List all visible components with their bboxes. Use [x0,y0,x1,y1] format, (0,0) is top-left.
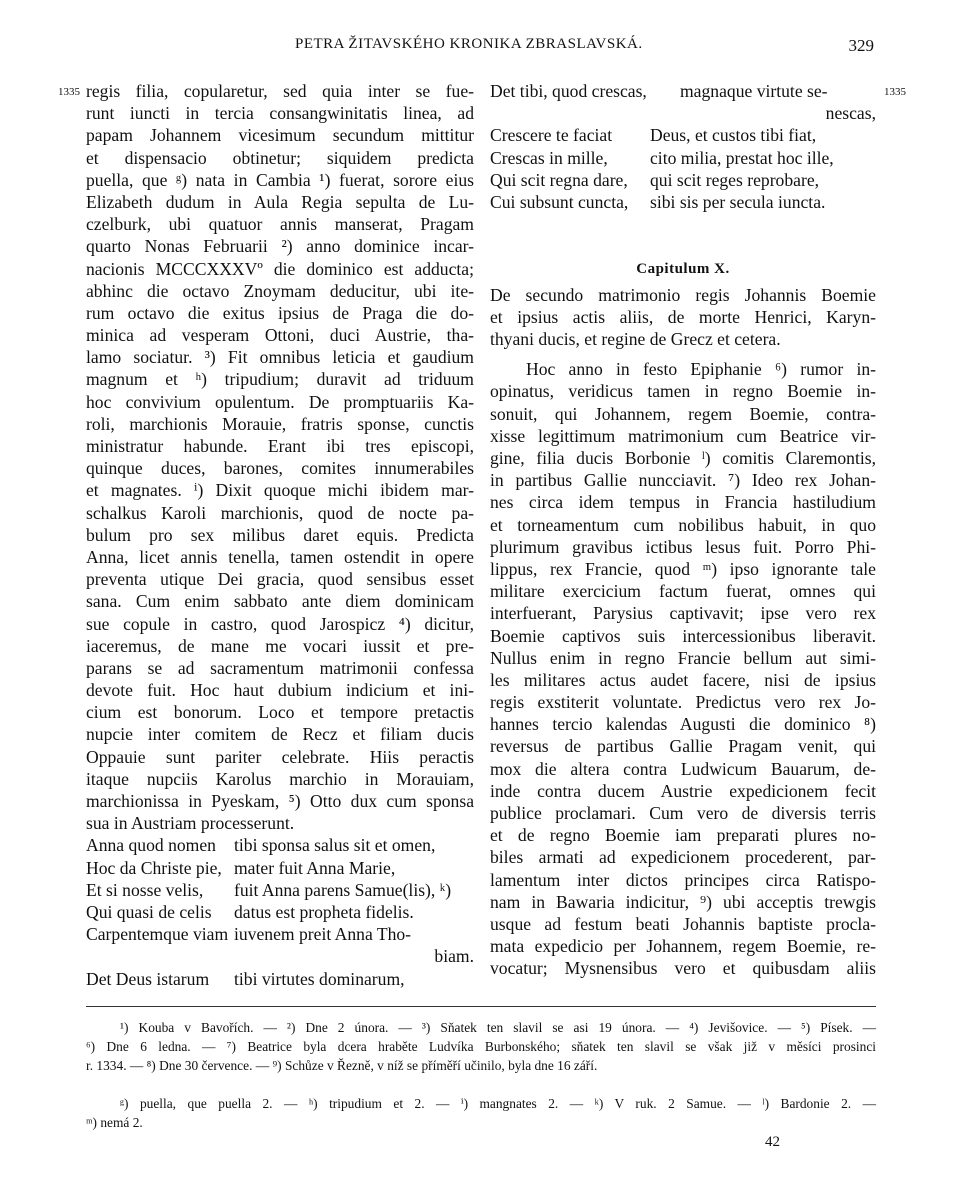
prose-line: iaceremus, de mane me vocari iussit et pre- [86,635,474,656]
verse-line [86,857,474,879]
prose-line: biles armati ad expedicionem procederent, par- [490,847,876,868]
prose-line: publice proclamari. Cum vero de diversis terris [490,803,876,823]
verse-first-half: Det Deus istarum [86,968,210,989]
prose-line: sana. Cum enim sabbato ante diem dominicam [86,591,474,612]
verse-second-half: fuit Anna parens Samue(lis), ᵏ) [234,879,452,900]
verse-second-half: qui scit reges reprobare, [650,169,820,190]
verse-first-half: Et si nosse velis, [86,879,204,900]
verse-second-half: tibi virtutes dominarum, [234,968,405,989]
prose-line: ministratur habunde. Erant ibi tres episcopi, [86,436,474,456]
verse-line [86,901,474,923]
prose-line: minica ad vesperam Ottoni, duci Austrie, tha- [86,325,474,346]
prose-line: plurimum gravibus ictibus lesus fuit. Porro Phi- [490,536,876,557]
prose-line: hannes tercio kalendas Augusti die dominico ⁸) [490,714,876,735]
prose-line: Oppauie sunt pariter celebrate. Hiis peractis [86,746,474,767]
prose-line: puella, que ᵍ) nata in Cambia ¹) fuerat, sorore eius [86,169,474,190]
verse-second-half: mater fuit Anna Marie, [234,857,396,878]
verse-second-half: iuvenem preit Anna Tho- [234,924,412,945]
prose-line: militare exercicium factum fuerat, omnes qui [490,581,876,602]
footnote-line: ⁶) Dne 6 ledna. — ⁷) Beatrice byla dcera hraběte Ludvíka Burbonského; sňatek ten slavil se však již v měsíci prosinci [86,1039,876,1054]
right-column [490,80,876,980]
prose-line: devote fuit. Hoc haut dubium indicium et ini- [86,680,474,701]
prose-line: reversus de partibus Gallie Pragam venit, qui [490,736,876,757]
prose-line: preventa utique Dei gracia, quod sensibus esset [86,569,474,590]
verse-second-half: tibi sponsa salus sit et omen, [234,835,436,856]
verse-line [490,169,876,191]
prose-line: interfuerant, Parysius captivavit; ipse vero rex [490,603,876,624]
prose-line: usque ad festum beati Johannis baptiste procla- [490,913,876,934]
prose-line: et magnates. ⁱ) Dixit quoque michi ibidem mar- [86,480,474,501]
verse-line [490,80,876,102]
prose-line: nacionis MCCCXXXVº die dominico est adducta; [86,258,474,279]
prose-line: Hoc anno in festo Epiphanie ⁶) rumor in- [526,359,876,380]
prose-line: bulum pro sex milibus daret equis. Predicta [86,524,474,545]
verse-line [86,968,474,990]
prose-line: mox die altera contra Ludwicum Bauarum, de- [490,758,876,779]
prose-line: Nullus enim in regno Francie bellum aut simi- [490,647,876,668]
summary-line: De secundo matrimonio regis Johannis Boemie [490,284,876,305]
verse-second-half: cito milia, prestat hoc ille, [650,147,834,168]
verse-second-half: datus est propheta fidelis. [234,901,414,922]
verse-second-half: magnaque virtute se- [680,81,828,101]
verse-first-half: Qui quasi de celis [86,901,212,922]
prose-line: marchionissa in Pyeskam, ⁵) Otto dux cum sponsa [86,791,474,811]
left-column [86,80,474,990]
verse-first-half: Carpentemque viam [86,924,229,945]
verse-first-half: Anna quod nomen [86,835,216,856]
summary-line: thyani ducis, et regine de Grecz et cetera. [490,329,781,350]
chapter-heading: Capitulum X. [636,260,730,277]
footnote-line: ¹) Kouba v Bavořích. — ²) Dne 2 února. — ³) Sňatek ten slavil se asi 19 února. — ⁴) Jevišovice. — ⁵) Písek. — [120,1020,876,1035]
prose-line: Boemie captivos suis intercessionibus liberavit. [490,625,876,646]
verse-runover: nescas, [825,103,876,124]
left-prose [86,80,474,834]
prose-line: lamo sociatur. ³) Fit omnibus leticia et gaudium [86,347,474,368]
margin-year-right: 1335 [884,86,906,98]
prose-line: papam Johannem vicesimum secundum mittitur [86,125,474,146]
prose-line: parans se ad sacramentum matrimonii confessa [86,657,474,678]
margin-year-left: 1335 [58,86,80,98]
right-prose [490,358,876,979]
prose-line: vocatur; Mysnensibus vero et quibusdam aliis [490,958,876,979]
prose-line: czelburk, ubi quatuor annis manserat, Pragam [86,214,474,235]
prose-line: roli, marchionis Morauie, fratris sponse, cunctis [86,413,474,434]
prose-line: in partibus Gallie nuncciavit. ⁷) Ideo rex Johan- [490,470,876,491]
prose-line: hoc convivium opulentum. De promptuariis Ka- [86,391,474,412]
verse-line [490,124,876,146]
chapter-summary [490,284,876,351]
prose-line: quinque duces, barones, comites innumerabiles [86,458,474,479]
page-number: 329 [848,36,874,55]
running-title: PETRA ŽITAVSKÉHO KRONIKA ZBRASLAVSKÁ. [295,36,643,52]
prose-line: Anna, licet annis tenella, tamen ostendit in opere [86,546,474,567]
prose-line: nupcie inter comitem de Recz et filiam ducis [86,724,474,745]
prose-line: regis filia, copularetur, sed quia inter se fue- [86,81,474,101]
verse-line [490,191,876,213]
signature-mark: 42 [765,1134,780,1150]
verse-first-half: Det tibi, quod crescas, [490,81,647,101]
prose-line: sonuit, qui Johannem, regem Boemie, contra- [490,403,876,424]
prose-line: abhinc die octavo Znoymam deducitur, ubi ite- [86,280,474,301]
prose-line: xisse legittimum matrimonium cum Beatrice vir- [490,425,876,446]
prose-line: schalkus Karoli marchionis, quod de nocte pa- [86,502,474,523]
prose-line: et de regno Boemie iam preparati plures no- [490,825,876,846]
footnote-line: r. 1334. — ⁸) Dne 30 července. — ⁹) Schůze v Řezně, v níž se příměří učinilo, byla dne 16 září. [86,1058,598,1073]
prose-line: quarto Nonas Februarii ²) anno dominice incar- [86,236,474,257]
verse-runover: biam. [434,946,474,967]
footnote-rule [86,1006,876,1007]
running-header [0,36,960,56]
numbered-footnotes [86,1018,876,1075]
summary-line: et ipsius actis aliis, de morte Henrici, Karyn- [490,306,876,327]
verse-second-half: Deus, et custos tibi fiat, [650,125,817,146]
prose-line: rum octavo die exitus ipsius de Praga die do- [86,302,474,323]
prose-line: sua in Austriam processerunt. [86,813,295,834]
verse-first-half: Cui subsunt cuncta, [490,191,629,212]
verse-line [86,923,474,945]
left-verses [86,834,474,945]
right-verses-continued [490,124,876,213]
prose-line: et dispensacio obtinetur; siquidem predicta [86,147,474,168]
prose-line: lippus, rex Francie, quod ᵐ) ipso ignorante tale [490,558,876,579]
prose-line: et torneamentum cum nobilibus habuit, in quo [490,514,876,535]
prose-line: inde contra ducem Austrie expedicionem fecit [490,780,876,801]
prose-line: regis exstiterit voluntate. Predictus vero rex Jo- [490,692,876,713]
prose-line: itaque nupciis Karolus marchio in Morauiam, [86,768,474,789]
verse-line [490,147,876,169]
right-verses [490,80,876,102]
verse-line [86,834,474,856]
verse-first-half: Qui scit regna dare, [490,169,628,190]
verse-first-half: Crescas in mille, [490,147,608,168]
prose-line: les militares actus audet facere, nisi de ipsius [490,669,876,690]
verse-line [86,879,474,901]
prose-line: Elizabeth dudum in Aula Regia sepulta de Lu- [86,191,474,212]
verse-first-half: Hoc da Christe pie, [86,857,222,878]
prose-line: cium est bonorum. Loco et tempore pretactis [86,702,474,723]
footnote-line: ᵍ) puella, que puella 2. — ʰ) tripudium et 2. — ⁱ) mangnates 2. — ᵏ) V ruk. 2 Samue. — ˡ) Bardonie 2. — [120,1096,876,1111]
prose-line: magnum et ʰ) tripudium; duravit ad triduum [86,369,474,390]
prose-line: opinatus, veridicus tamen in regno Boemie in- [490,381,876,402]
prose-line: sue copule in castro, quod Jarospicz ⁴) dicitur, [86,613,474,634]
prose-line: lamentum inter dictos principes circa Ratispo- [490,869,876,890]
verse-second-half: sibi sis per secula iuncta. [650,191,826,212]
verse-first-half: Crescere te faciat [490,125,613,146]
prose-line: nes circa idem tempus in Francia hastiludium [490,492,876,513]
prose-line: runt iuncti in tercia consangwinitatis linea, ad [86,103,474,124]
prose-line: nam in Bawaria indicitur, ⁹) ubi acceptis trewgis [490,891,876,912]
prose-line: gine, filia ducis Borbonie ˡ) comitis Claremontis, [490,448,876,468]
prose-line: mata expedicio per Johannem, regem Boemie, re- [490,936,876,957]
lettered-footnotes [86,1094,876,1132]
footnote-line: ᵐ) nemá 2. [86,1115,143,1130]
